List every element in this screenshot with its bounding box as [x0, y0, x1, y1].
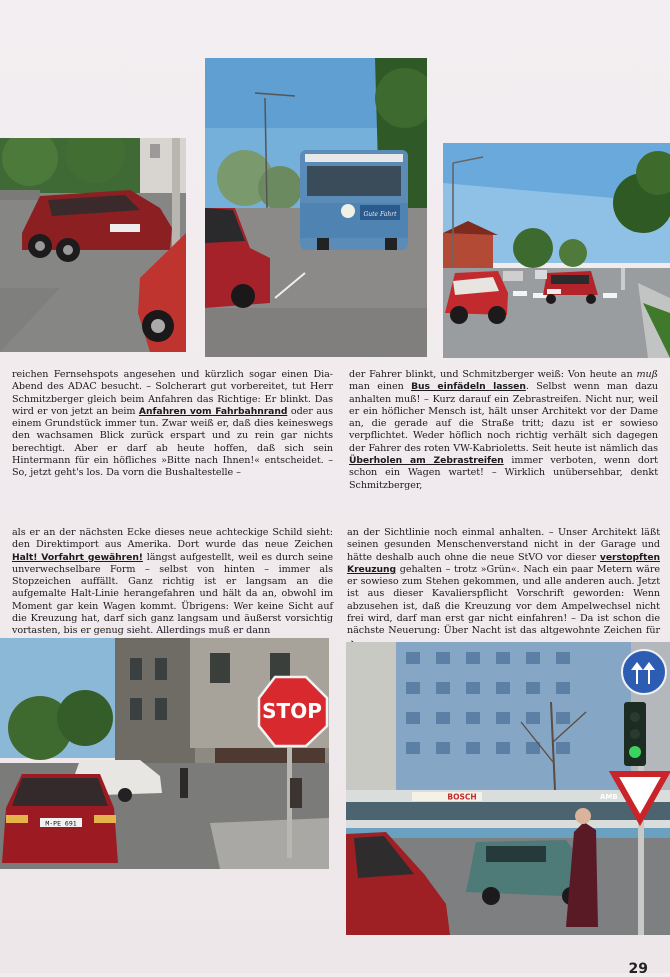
tram-ad-text: AMB — [600, 793, 618, 801]
body-text: man einen — [349, 381, 412, 393]
bus-sign-text: Gute Fahrt — [363, 211, 397, 218]
body-text: reichen Fernsehspots angesehen und kürzlich sogar einen Dia-Abend des ADAC besucht. – Solcherart gut vorbereitet, tut Herr Schmitzberger gleich beim Anfahren das Richtige: Er blinkt. Das wird er von jetzt an beim — [12, 369, 333, 417]
highlight-bus: Bus einfädeln lassen — [411, 381, 526, 393]
photo-zebra-crossing — [443, 143, 670, 358]
photo-bus-stop — [205, 58, 427, 357]
highlight-kreuzung: verstopften Kreuzung — [347, 551, 660, 575]
highlight-halt: Halt! Vorfahrt gewähren! — [12, 551, 143, 563]
body-text: als er an der nächsten Ecke dieses neue achteckige Schild sieht: den Direktimport aus Amerika. Dort wurde das neue Zeichen — [12, 527, 333, 551]
emphasis: muß — [636, 369, 658, 380]
body-text: an der Sichtlinie noch einmal anhalten. – Unser Architekt läßt seinen gesunden Menschenverstand nicht in der Garage und hätte deshalb auch ohne die neue StVO vor dieser — [347, 527, 660, 563]
body-text: der Fahrer blinkt, und Schmitzberger weiß: Von heute an — [349, 369, 637, 380]
highlight-anfahren: Anfahren vom Fahrbahnrand — [138, 405, 288, 417]
body-text: gehalten – trotz »Grün«. Nach ein paar Metern wäre er sowieso zum Stehen gekommen, und alle anderen auch. Jetzt ist aus dieser Kavalierspflicht Vorschrift geworden: Wenn abzusehen ist, daß die Kreuzung vor dem Ampelwechsel nicht frei wird, darf man erst gar nicht einfahren! – Da ist schon die nächste Neuerung: Über Nacht ist das altgewohnte Zeichen für — [347, 563, 660, 637]
body-text: . Selbst wenn man dazu anhalten muß! – Kurz darauf ein Zebrastreifen. Nicht nur, weil er ein höflicher Mensch ist, hält unser Architekt vor der Dame an, die gerade auf die Straße tritt; dazu ist er sowieso verpflichtet. Weder höflich noch richtig verhält sich dagegen der Fahrer des roten VW-Kabrioletts. Seit heute ist nämlich das — [349, 381, 658, 454]
text-column-bottom-right — [347, 527, 660, 650]
photo-red-cars-curb — [0, 138, 186, 352]
highlight-zebra: Überholen am Zebrastreifen — [349, 455, 504, 467]
license-plate-text: M-PE 691 — [45, 819, 77, 828]
text-column-top-right — [349, 369, 658, 492]
text-column-top-left — [12, 369, 333, 480]
photo-crossing-tram — [346, 642, 670, 935]
page-number: 29 — [628, 961, 648, 977]
stop-sign-text: STOP — [262, 699, 322, 723]
body-text: oder aus einem Grundstück immer tun. Zwar weiß er, daß dies keineswegs den wachsamen Blick zurück erspart und zu rein gar nichts berechtigt. Aber er darf ab heute hoffen, daß sich sein Hintermann für ein höfliches »Bitte nach Ihnen!« entscheidet. – So, jetzt geht's los. Da vorn die Bushaltestelle – — [12, 405, 333, 479]
photo-stop-sign — [0, 638, 329, 869]
text-column-bottom-left — [12, 527, 333, 638]
body-text: längst aufgestellt, weil es durch seine unverwechselbare Form – selbst von hinten – immer als Stopzeichen auffällt. Ganz richtig ist er langsam an die aufgemalte Halt-Linie herangefahren und hält da an, obwohl im Moment gar kein Wagen kommt. Übrigens: Wer keine Sicht auf die Kreuzung hat, darf sich ganz langsam und äußerst vorsichtig vortasten, bis er genug sieht. Allerdings muß er dann — [12, 551, 333, 637]
bosch-sign-text: BOSCH — [447, 792, 477, 802]
body-text: immer verboten, wenn dort schon ein Wagen wartet! – Wirklich unübersehbar, denkt Schmitzberger, — [349, 455, 658, 491]
